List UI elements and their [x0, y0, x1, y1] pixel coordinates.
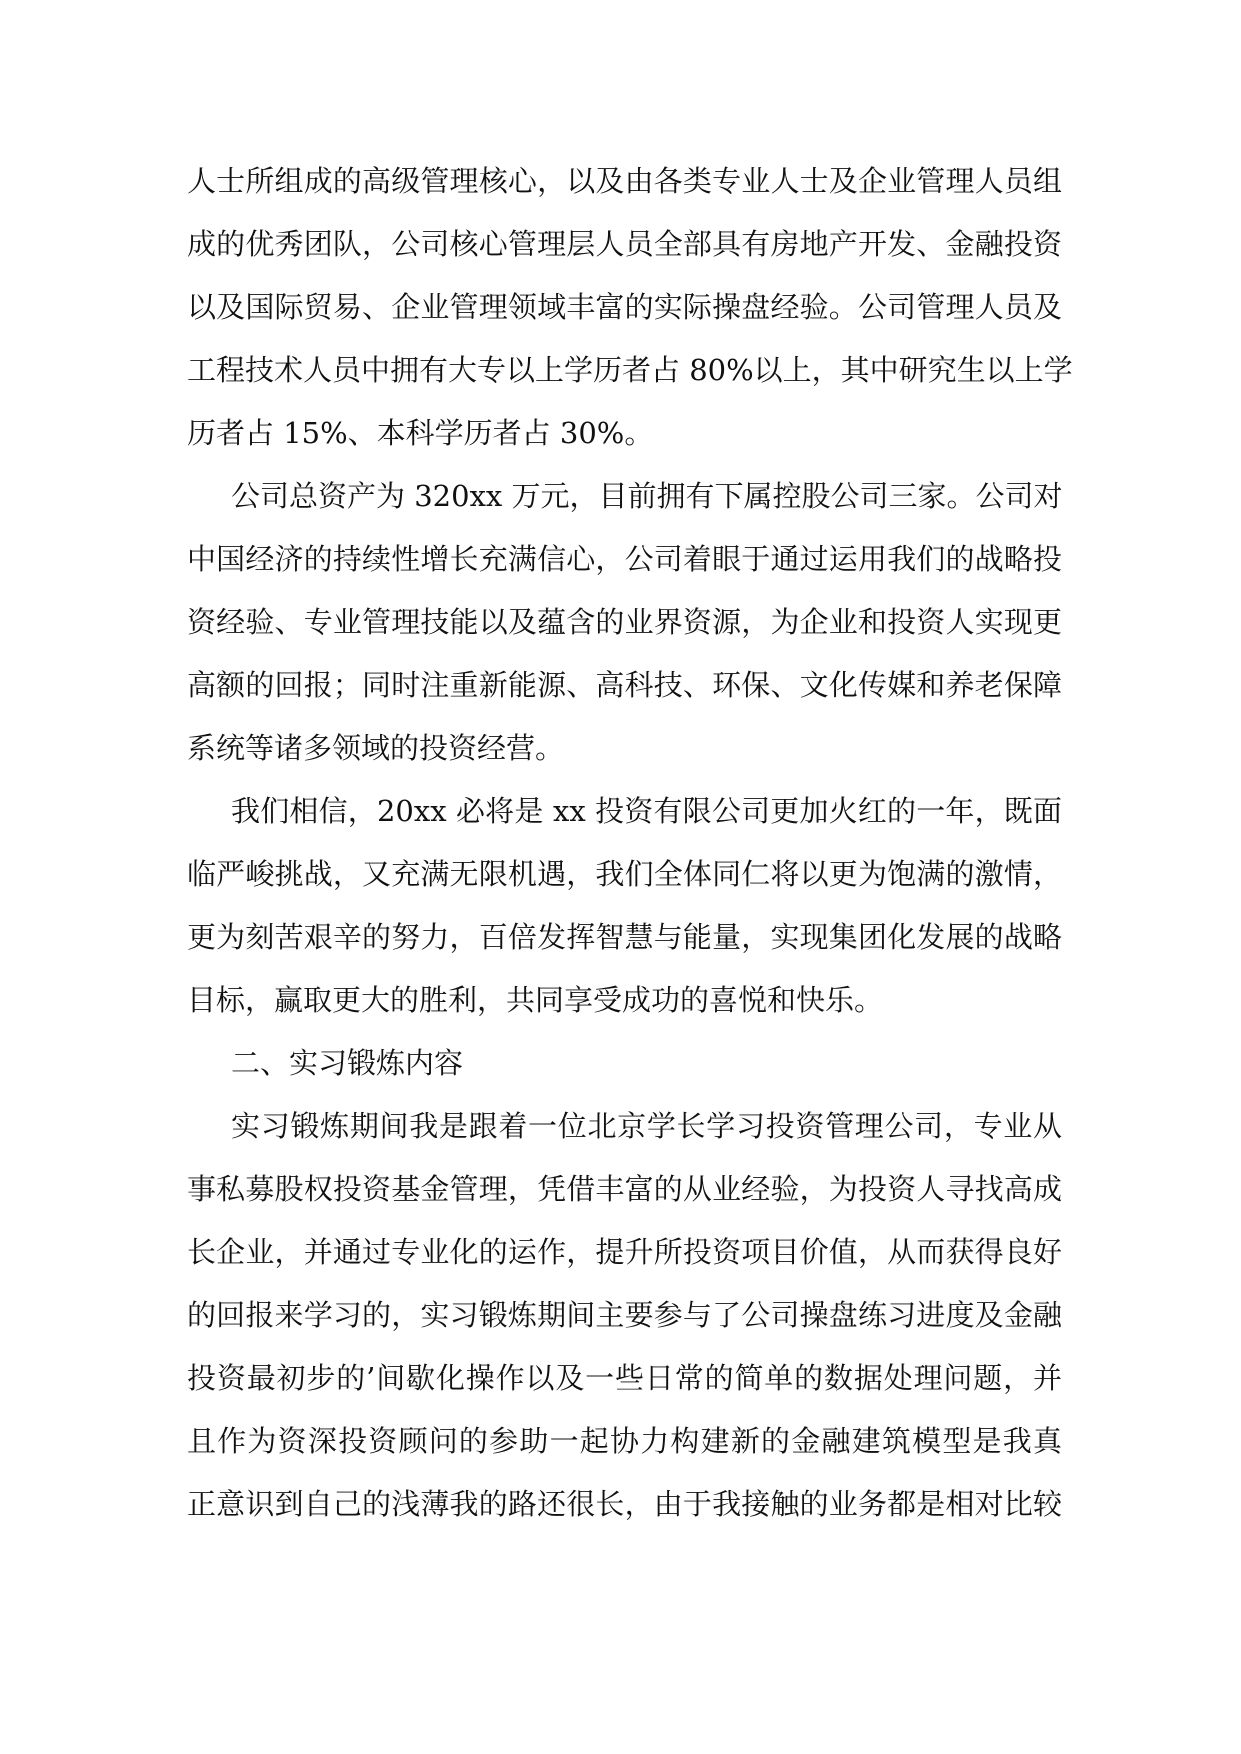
- text-line: 正意识到自己的浅薄我的路还很长，由于我接触的业务都是相对比较: [187, 1487, 1062, 1521]
- text-line: 临严峻挑战，又充满无限机遇，我们全体同仁将以更为饱满的激情，: [187, 857, 1062, 891]
- text-line: 系统等诸多领域的投资经营。: [187, 731, 565, 765]
- text-line: 且作为资深投资顾问的参助一起协力构建新的金融建筑模型是我真: [187, 1424, 1062, 1458]
- text-line: 高额的回报；同时注重新能源、高科技、环保、文化传媒和养老保障: [187, 668, 1062, 702]
- text-line: 历者占 15%、本科学历者占 30%。: [187, 416, 654, 450]
- text-line: 事私募股权投资基金管理，凭借丰富的从业经验，为投资人寻找高成: [187, 1172, 1062, 1206]
- text-line: 以及国际贸易、企业管理领域丰富的实际操盘经验。公司管理人员及: [187, 290, 1062, 324]
- text-line: 公司总资产为 320xx 万元，目前拥有下属控股公司三家。公司对: [231, 479, 1063, 513]
- text-line: 目标，赢取更大的胜利，共同享受成功的喜悦和快乐。: [187, 983, 884, 1017]
- text-line: 更为刻苦艰辛的努力，百倍发挥智慧与能量，实现集团化发展的战略: [187, 920, 1062, 954]
- text-line: 中国经济的持续性增长充满信心，公司着眼于通过运用我们的战略投: [187, 542, 1062, 576]
- text-line: 资经验、专业管理技能以及蕴含的业界资源，为企业和投资人实现更: [187, 605, 1062, 639]
- text-line: 成的优秀团队，公司核心管理层人员全部具有房地产开发、金融投资: [187, 227, 1062, 261]
- section-heading: 二、实习锻炼内容: [231, 1046, 464, 1080]
- text-line: 的回报来学习的，实习锻炼期间主要参与了公司操盘练习进度及金融: [187, 1298, 1062, 1332]
- text-line: 长企业，并通过专业化的运作，提升所投资项目价值，从而获得良好: [187, 1235, 1062, 1269]
- text-line: 投资最初步的’间歇化操作以及一些日常的简单的数据处理问题，并: [187, 1361, 1062, 1395]
- text-line: 实习锻炼期间我是跟着一位北京学长学习投资管理公司，专业从: [231, 1109, 1062, 1143]
- document-body: [187, 150, 1073, 1536]
- text-line: 工程技术人员中拥有大专以上学历者占 80%以上，其中研究生以上学: [187, 353, 1073, 387]
- text-line: 人士所组成的高级管理核心，以及由各类专业人士及企业管理人员组: [187, 164, 1062, 198]
- text-line: 我们相信，20xx 必将是 xx 投资有限公司更加火红的一年，既面: [231, 794, 1062, 828]
